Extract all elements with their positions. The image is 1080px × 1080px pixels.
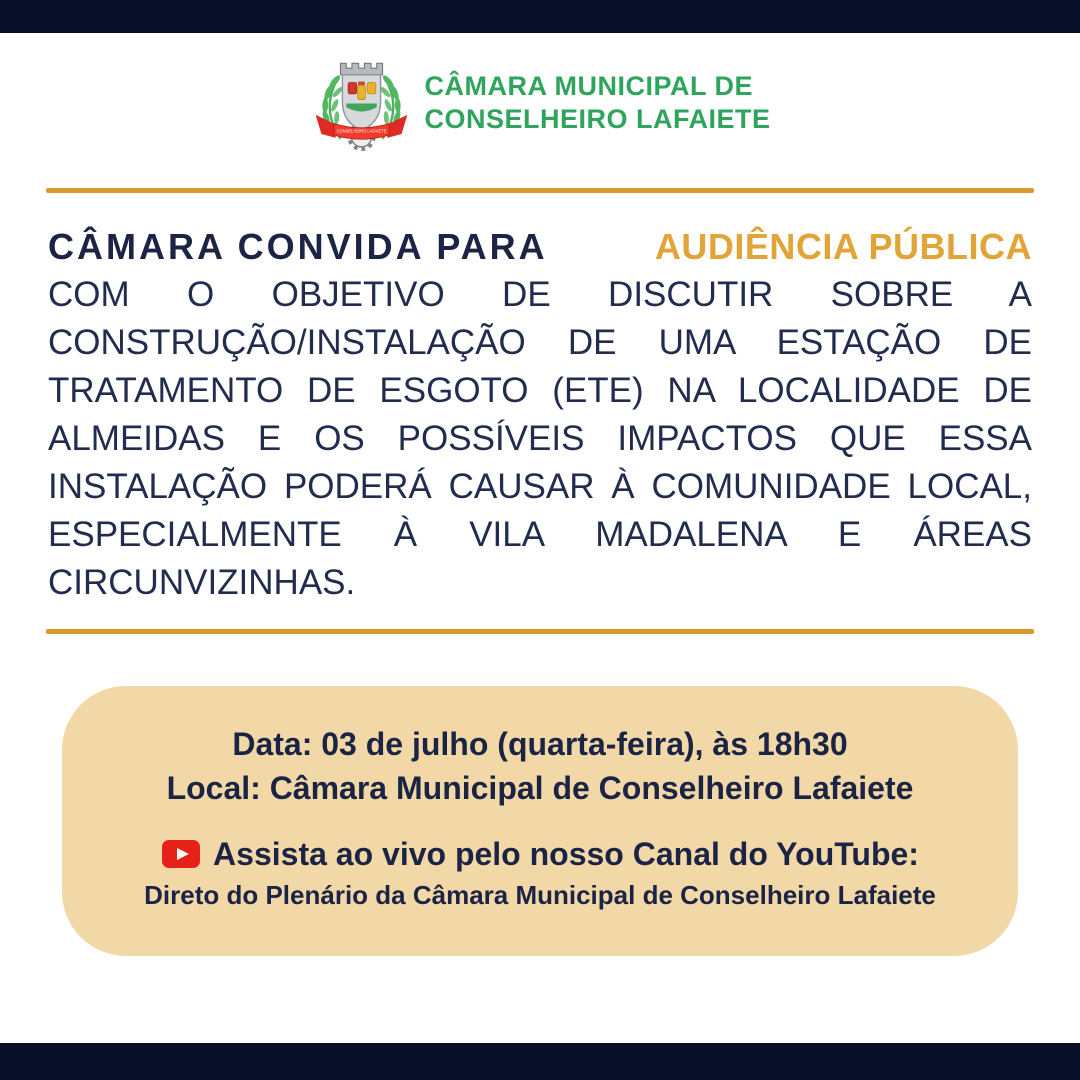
- body-line: ESPECIALMENTE À VILA MADALENA E ÁREAS: [48, 515, 1032, 554]
- divider-top: [46, 188, 1034, 193]
- divider-bottom: [46, 629, 1034, 634]
- municipal-coat-of-arms-icon: [309, 50, 414, 155]
- mural-crown: [341, 63, 383, 74]
- shield-charge-right: [368, 82, 377, 93]
- body-line: CIRCUNVIZINHAS.: [48, 563, 356, 602]
- body-line: COM O OBJETIVO DE DISCUTIR SOBRE A: [48, 275, 1032, 314]
- org-name-line1: CÂMARA MUNICIPAL DE: [424, 70, 753, 101]
- youtube-cta-row: [74, 834, 1006, 874]
- body-line: CONSTRUÇÃO/INSTALAÇÃO DE UMA ESTAÇÃO DE: [48, 323, 1032, 362]
- body-line: ALMEIDAS E OS POSSÍVEIS IMPACTOS QUE ESSA: [48, 419, 1032, 458]
- ribbon-text: CONSELHEIRO LAFAIETE: [336, 128, 388, 134]
- top-border-bar: [0, 0, 1080, 33]
- body-line: TRATAMENTO DE ESGOTO (ETE) NA LOCALIDADE DE: [48, 371, 1032, 410]
- org-name-line2: CONSELHEIRO LAFAIETE: [424, 103, 771, 134]
- body-line: INSTALAÇÃO PODERÁ CAUSAR À COMUNIDADE LOCAL,: [48, 467, 1032, 506]
- event-details-box: [62, 686, 1018, 956]
- invite-text-block: [0, 223, 1080, 607]
- invite-body: [48, 271, 1032, 607]
- shield-charge-center: [358, 85, 366, 99]
- youtube-subtext: Direto do Plenário da Câmara Municipal de Conselheiro Lafaiete: [144, 880, 936, 910]
- shield-charge-left: [349, 82, 358, 93]
- youtube-cta-text: Assista ao vivo pelo nosso Canal do YouTube:: [213, 836, 919, 872]
- bottom-border-bar: [0, 1043, 1080, 1080]
- headline-event-text: AUDIÊNCIA PÚBLICA: [654, 226, 1032, 267]
- youtube-icon: [161, 839, 201, 869]
- headline: [48, 223, 1032, 271]
- org-name: [424, 70, 770, 136]
- event-location: Local: Câmara Municipal de Conselheiro Lafaiete: [166, 770, 914, 806]
- event-date: Data: 03 de julho (quarta-feira), às 18h30: [232, 726, 848, 762]
- headline-invite-text: CÂMARA CONVIDA PARA: [48, 226, 548, 267]
